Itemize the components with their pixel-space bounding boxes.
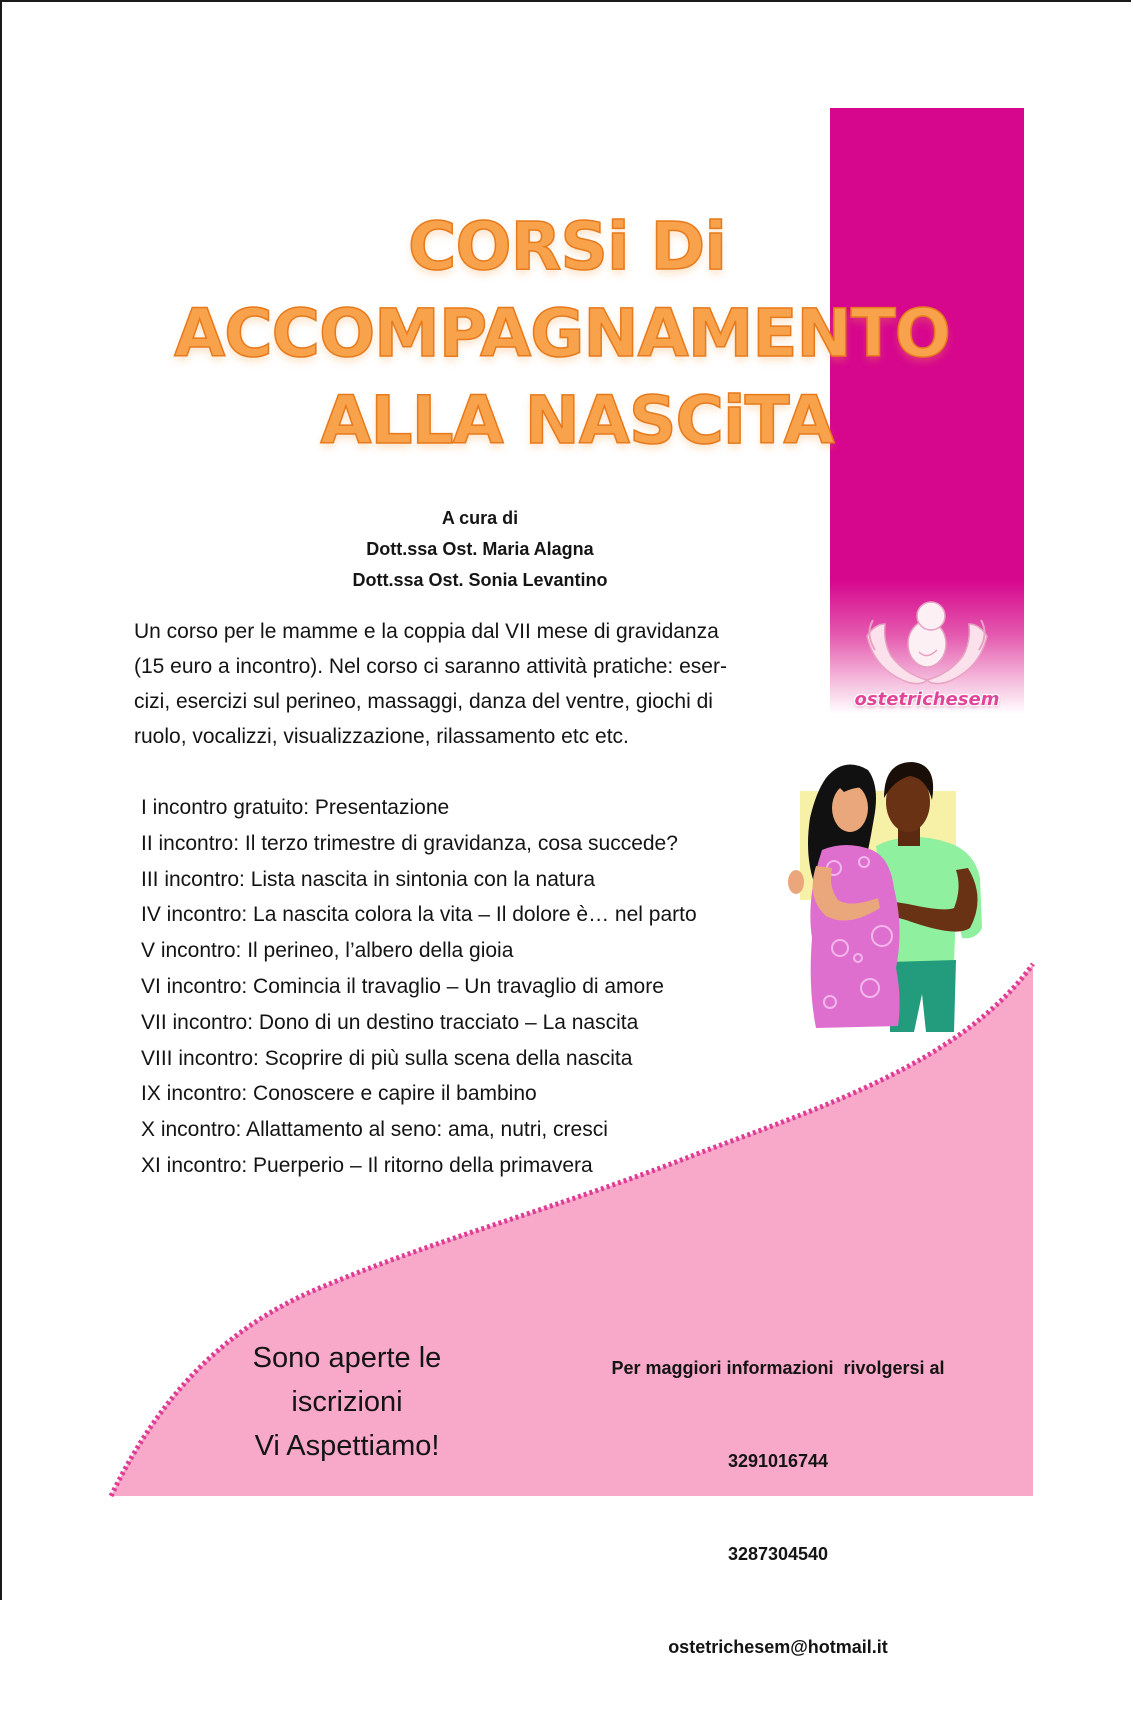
program-item: VII incontro: Dono di un destino tracciato – La nascita [141, 1010, 639, 1034]
program-item: XI incontro: Puerperio – Il ritorno della primavera [141, 1153, 593, 1177]
course-description [134, 614, 824, 754]
description-line: ruolo, vocalizzi, visualizzazione, rilassamento etc etc. [134, 725, 629, 748]
program-item: VIII incontro: Scoprire di più sulla scena della nascita [141, 1046, 633, 1070]
title-line-3: ALLA NASCiTA [320, 382, 834, 459]
couple-illustration [786, 758, 986, 1036]
signup-line: iscrizioni [291, 1386, 403, 1418]
meeting-program-list [141, 790, 781, 1184]
program-item: IX incontro: Conoscere e capire il bambino [141, 1082, 537, 1106]
description-line: (15 euro a incontro). Nel corso ci saranno attività pratiche: eser- [134, 655, 727, 678]
signup-line: Vi Aspettiamo! [254, 1430, 440, 1462]
program-item: II incontro: Il terzo trimestre di gravidanza, cosa succede? [141, 831, 678, 855]
program-item: I incontro gratuito: Presentazione [141, 796, 450, 819]
credits-author: Dott.ssa Ost. Maria Alagna [366, 539, 594, 559]
logo-wordmark: ostetrichesem [854, 689, 1000, 710]
contact-phone: 3291016744 [727, 1451, 829, 1471]
program-item: III incontro: Lista nascita in sintonia con la natura [141, 867, 596, 891]
description-line: cizi, esercizi sul perineo, massaggi, danza del ventre, giochi di [134, 690, 713, 713]
contact-phone: 3287304540 [727, 1544, 829, 1564]
program-item: X incontro: Allattamento al seno: ama, nutri, cresci [141, 1118, 608, 1142]
contact-info [568, 1291, 988, 1725]
logo-hands-fetus-icon [845, 590, 1009, 694]
program-item: VI incontro: Comincia il travaglio – Un travaglio di amore [141, 974, 664, 998]
credits-block [280, 503, 680, 596]
description-line: Un corso per le mamme e la coppia dal VII mese di gravidanza [134, 620, 719, 643]
title-line-1: CORSi Di [408, 208, 726, 285]
program-item: V incontro: Il perineo, l’albero della gioia [141, 939, 514, 963]
signup-message [197, 1336, 497, 1468]
credits-intro: A cura di [441, 508, 519, 528]
contact-email: ostetrichesem@hotmail.it [668, 1637, 888, 1657]
program-item: IV incontro: La nascita colora la vita – Il dolore è… nel parto [141, 903, 697, 927]
title-line-2: ACCOMPAGNAMENTO [174, 295, 950, 372]
credits-author: Dott.ssa Ost. Sonia Levantino [352, 570, 608, 590]
signup-line: Sono aperte le [252, 1342, 442, 1374]
contact-intro: Per maggiori informazioni rivolgersi al [611, 1358, 945, 1378]
